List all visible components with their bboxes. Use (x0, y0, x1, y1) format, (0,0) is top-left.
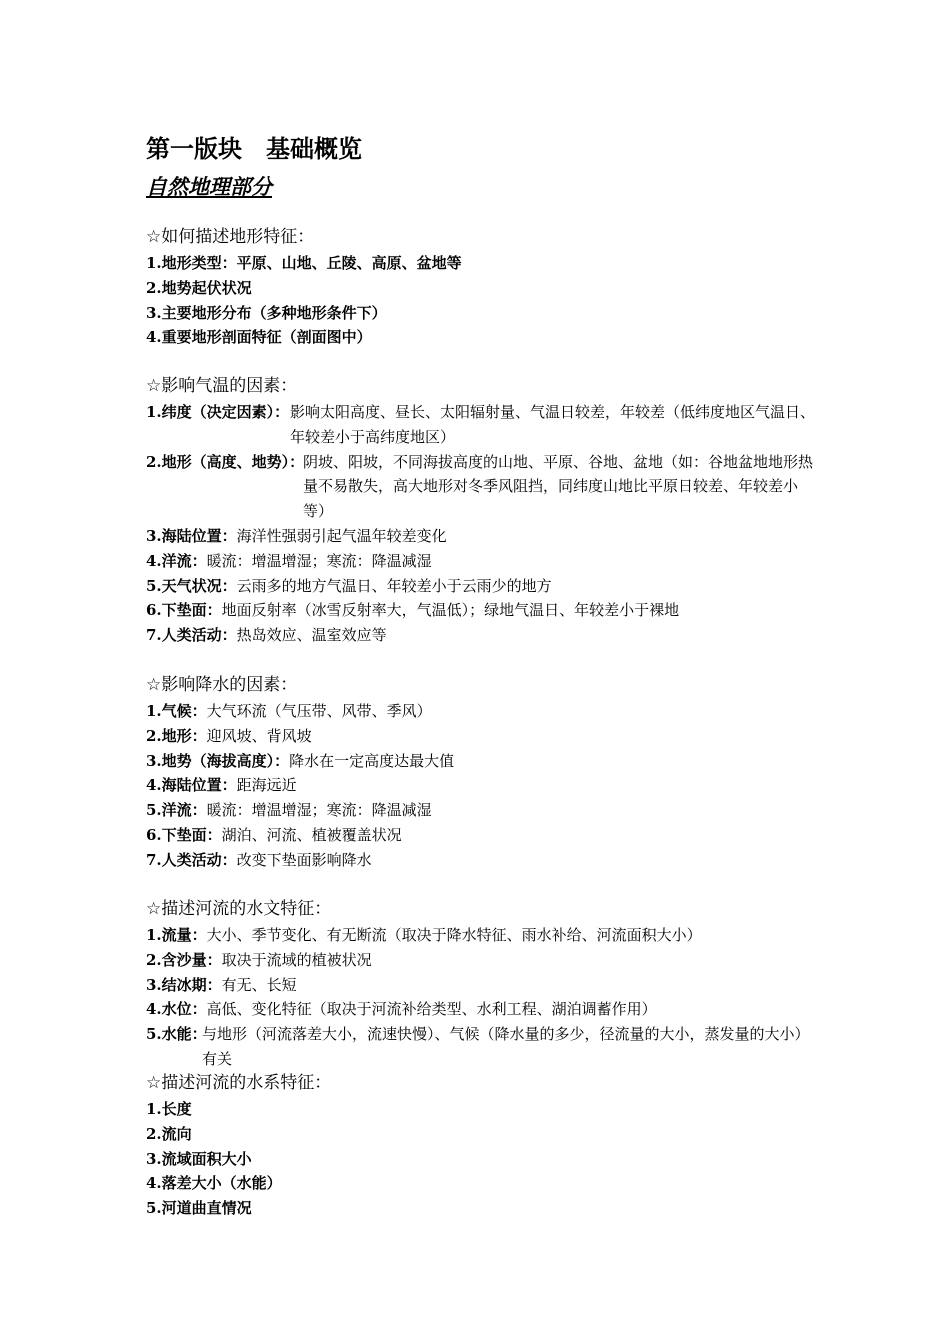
list-item (146, 798, 816, 823)
list-item (146, 1171, 816, 1196)
item-label: 7.人类活动： (146, 626, 237, 645)
section-river-hydrology (146, 896, 816, 1072)
list-item (146, 823, 816, 848)
list-item (146, 524, 816, 549)
section-heading: ☆影响降水的因素： (146, 675, 298, 695)
item-label: 4.落差大小（水能） (146, 1174, 282, 1193)
item-label: 1.气候： (146, 702, 207, 720)
item-text: 大气环流（气压带、风带、季风） (206, 702, 432, 720)
list-item (146, 1122, 816, 1147)
list-item (146, 948, 816, 973)
list-item (146, 749, 816, 774)
list-item (146, 699, 816, 724)
item-label: 7.人类活动： (146, 850, 237, 869)
item-label: 2.流向 (146, 1124, 192, 1143)
list-item (146, 973, 816, 998)
item-text: 阴坡、阳坡，不同海拔高度的山地、平原、谷地、盆地（如：谷地盆地地形热量不易散失，高大地形对冬季风阻挡，同纬度山地比平原日较差、年较差小等） (303, 452, 814, 521)
list-item (146, 1097, 816, 1122)
page-title: 第一版块 基础概览 (146, 134, 362, 163)
item-text: 距海远近 (236, 776, 297, 795)
item-label: 5.河道曲直情况 (146, 1199, 252, 1218)
list-item (146, 1196, 816, 1221)
list-item (146, 848, 816, 873)
item-text: 暖流：增温增湿；寒流：降温减湿 (206, 801, 432, 820)
item-text: 暖流：增温增湿；寒流：降温减湿 (206, 551, 432, 570)
section-precipitation-factors (146, 672, 816, 873)
section-heading: ☆影响气温的因素： (146, 376, 298, 396)
item-text: 热岛效应、温室效应等 (236, 626, 387, 645)
section-heading: ☆描述河流的水系特征： (146, 1073, 332, 1093)
item-label: 5.天气状况： (146, 576, 237, 595)
page-subtitle: 自然地理部分 (146, 174, 272, 199)
item-label: 4.洋流： (146, 551, 207, 570)
item-text: 地面反射率（冰雪反射率大，气温低）；绿地气温日、年较差小于裸地 (221, 601, 680, 620)
item-label: 1.地形类型：平原、山地、丘陵、高原、盆地等 (146, 254, 462, 272)
item-label: 4.海陆位置： (146, 776, 237, 795)
list-item (146, 450, 816, 524)
list-item (146, 773, 816, 798)
item-label: 3.主要地形分布（多种地形条件下） (146, 303, 387, 322)
list-item (146, 400, 816, 450)
item-label: 1.流量： (146, 926, 207, 944)
list-item (146, 301, 816, 326)
list-item (146, 923, 816, 948)
item-text: 高低、变化特征（取决于河流补给类型、水利工程、湖泊调蓄作用） (206, 1000, 657, 1019)
section-terrain (146, 224, 816, 350)
list-item (146, 997, 816, 1022)
item-label: 1.纬度（决定因素）： (146, 403, 290, 421)
item-label: 3.结冰期： (146, 975, 222, 994)
item-label: 5.洋流： (146, 801, 207, 820)
list-item (146, 325, 816, 350)
item-text: 海洋性强弱引起气温年较差变化 (236, 526, 447, 545)
item-text: 湖泊、河流、植被覆盖状况 (221, 825, 402, 844)
item-text: 影响太阳高度、昼长、太阳辐射量、气温日较差，年较差（低纬度地区气温日、年较差小于高纬度地区） (290, 403, 816, 446)
item-label: 3.流域面积大小 (146, 1149, 252, 1168)
item-text: 有无、长短 (221, 975, 297, 994)
list-item (146, 574, 816, 599)
section-river-system (146, 1070, 816, 1221)
list-item (146, 1022, 816, 1072)
item-text: 迎风坡、背风坡 (206, 726, 312, 745)
item-label: 3.海陆位置： (146, 526, 237, 545)
item-text: 降水在一定高度达最大值 (289, 751, 455, 770)
list-item (146, 623, 816, 648)
item-label: 6.下垫面： (146, 825, 222, 844)
item-label: 1.长度 (146, 1100, 192, 1118)
list-item (146, 549, 816, 574)
item-text: 取决于流域的植被状况 (221, 950, 372, 969)
item-text: 大小、季节变化、有无断流（取决于降水特征、雨水补给、河流面积大小） (206, 926, 702, 944)
list-item (146, 1147, 816, 1172)
item-text: 云雨多的地方气温日、年较差小于云雨少的地方 (236, 576, 552, 595)
section-heading: ☆描述河流的水文特征： (146, 899, 332, 919)
item-text: 改变下垫面影响降水 (236, 850, 372, 869)
item-label: 5.水能： (146, 1025, 207, 1044)
item-label: 2.地形： (146, 726, 207, 745)
item-text: 与地形（河流落差大小，流速快慢）、气候（降水量的多少，径流量的大小，蒸发量的大小）有关 (202, 1025, 810, 1068)
section-heading: ☆如何描述地形特征： (146, 227, 315, 247)
item-label: 2.地势起伏状况 (146, 278, 252, 297)
item-label: 6.下垫面： (146, 601, 222, 620)
list-item (146, 724, 816, 749)
item-label: 2.地形（高度、地势）： (146, 452, 305, 471)
item-label: 4.水位： (146, 1000, 207, 1019)
list-item (146, 598, 816, 623)
section-temperature-factors (146, 373, 816, 648)
item-label: 3.地势（海拔高度）： (146, 751, 290, 770)
list-item (146, 276, 816, 301)
item-label: 2.含沙量： (146, 950, 222, 969)
list-item (146, 251, 816, 276)
item-label: 4.重要地形剖面特征（剖面图中） (146, 328, 372, 347)
